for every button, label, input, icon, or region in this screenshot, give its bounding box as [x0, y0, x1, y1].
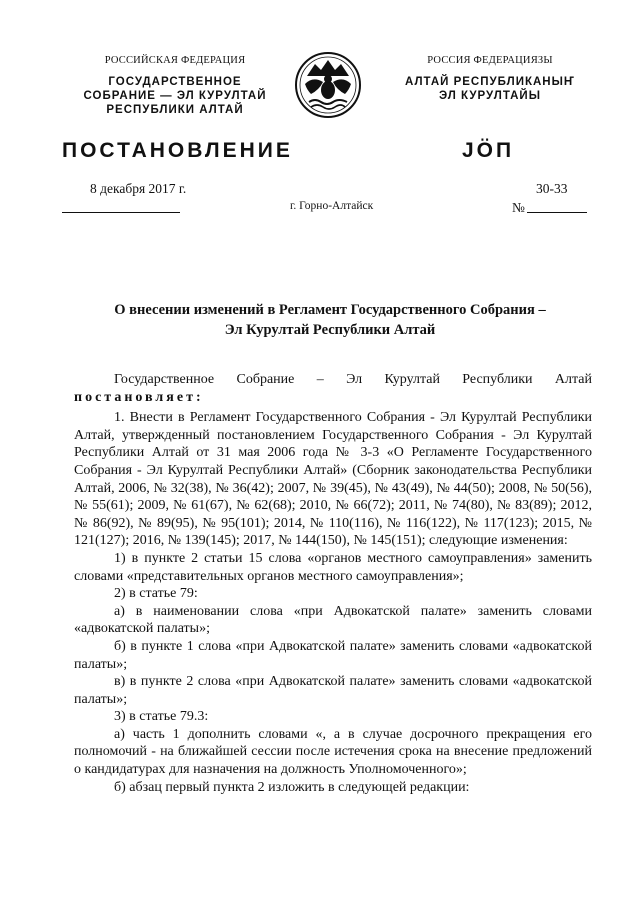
document-number: 30-33	[536, 181, 568, 196]
title-line: Эл Курултай Республики Алтай	[224, 322, 436, 338]
body-paragraph: в) в пункте 2 слова «при Адвокатской палате» заменить словами «адвокатской палаты»;	[74, 674, 592, 707]
date-underline	[62, 212, 180, 213]
body-intro: Государственное Собрание – Эл Курултай Республики Алтай	[114, 372, 592, 387]
resolves-word: постановляет:	[74, 389, 204, 405]
number-label: №	[512, 200, 525, 215]
body-paragraph: б) в пункте 1 слова «при Адвокатской палате» заменить словами «адвокатской палаты»;	[74, 638, 592, 672]
body-paragraph: а) часть 1 дополнить словами «, а в случае досрочного прекращения его полномочий - на ближайшей сессии после истечения срока на внесение предложений о кандидатурах для назначения на должность Уполномоченного»;	[74, 726, 592, 778]
left-org-line: ГОСУДАРСТВЕННОЕ	[108, 76, 242, 88]
left-org-line: СОБРАНИЕ — ЭЛ КУРУЛТАЙ	[83, 90, 267, 102]
right-org-line: АЛТАЙ РЕСПУБЛИКАНЫҤ	[405, 76, 575, 88]
document-date: 8 декабря 2017 г.	[90, 181, 187, 196]
coat-of-arms-icon	[293, 50, 363, 120]
doc-type-alt: JÖП	[462, 139, 515, 162]
doc-type-ru: ПОСТАНОВЛЕНИЕ	[62, 139, 293, 162]
city-label: г. Горно-Алтайск	[290, 200, 374, 212]
left-country-label: РОССИЙСКАЯ ФЕДЕРАЦИЯ	[104, 55, 246, 66]
right-org-line: ЭЛ КУРУЛТАЙЫ	[439, 90, 541, 102]
document-body	[74, 371, 592, 796]
body-paragraph: а) в наименовании слова «при Адвокатской палате» заменить словами «адвокатской палаты»;	[74, 603, 592, 637]
right-org-name	[395, 75, 585, 103]
left-org-name	[60, 75, 290, 117]
left-org-line: РЕСПУБЛИКИ АЛТАЙ	[106, 104, 244, 116]
body-paragraph: 3) в статье 79.3:	[114, 709, 209, 725]
number-underline	[527, 212, 587, 213]
body-paragraph: б) абзац первый пункта 2 изложить в следующей редакции:	[114, 779, 470, 795]
body-paragraph: 2) в статье 79:	[114, 586, 198, 602]
right-country-label: РОССИЯ ФЕДЕРАЦИЯЗЫ	[427, 55, 553, 66]
body-paragraph: 1) в пункте 2 статьи 15 слова «органов местного самоуправления» заменить словами «представительных органов местного самоуправления»;	[74, 550, 592, 584]
body-resolves	[74, 389, 592, 407]
document-title	[70, 300, 590, 340]
body-paragraph: 1. Внести в Регламент Государственного Собрания - Эл Курултай Республики Алтай, утвержденный постановлением Государственного Собрания - Эл Курултай Республики Алтай от 31 мая 2006 года № 3-3 «О Регламенте Государственного Собрания - Эл Курултай Республики Алтай» (Сборник законодательства Республики Алтай, 2006, № 32(38), № 36(42); 2007, № 39(45), № 43(49), № 44(50); 2008, № 50(56), № 55(61); 2009, № 61(67), № 62(68); 2010, № 66(72); 2011, № 74(80), № 83(89); 2012, № 86(92), № 89(95), № 95(101); 2014, № 110(116), № 116(122), № 117(123); 2015, № 121(127); 2016, № 139(145); 2017, № 144(150), № 145(151); следующие изменения:	[74, 410, 592, 549]
title-line: О внесении изменений в Регламент Государственного Собрания –	[114, 302, 546, 318]
